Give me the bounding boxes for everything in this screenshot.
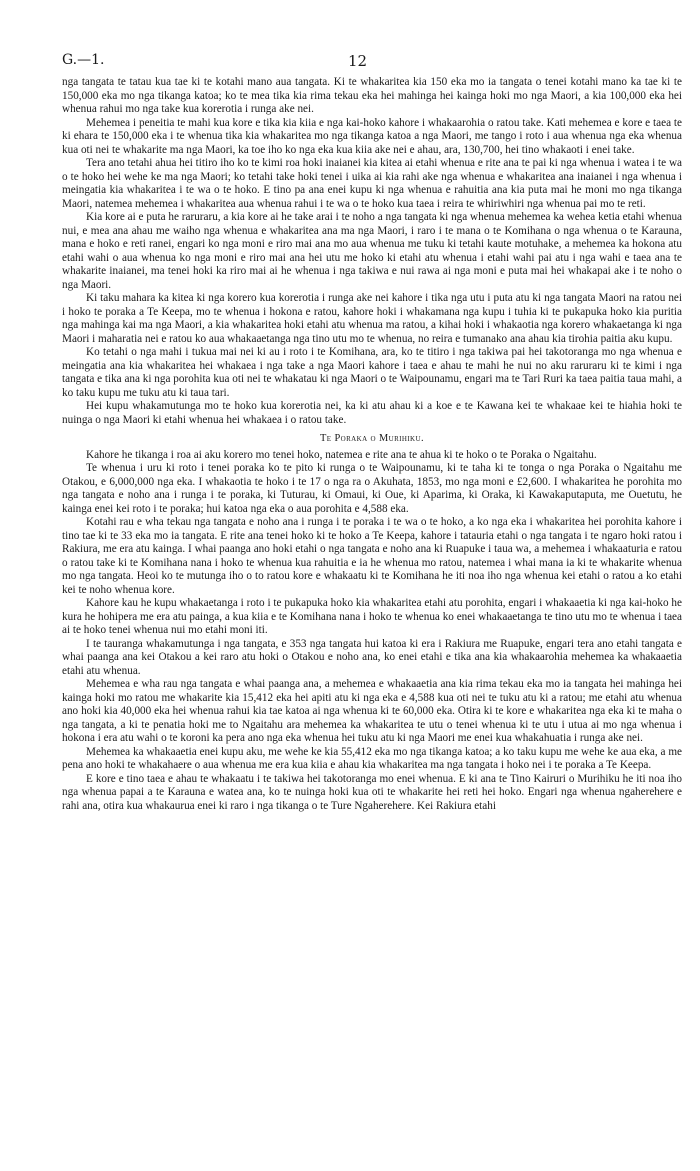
- page-header: [62, 52, 680, 72]
- paragraph: Ki taku mahara ka kitea ki nga korero kua korerotia i runga ake nei kahore i tika nga utu i puta atu ki nga tangata Maori na ratou nei i hoko te poraka a Te Keepa, mo te whenua i hokona e ratou, kahore hoki i whakamana nga kupu i tuhia ki te pukapuka hoko kia puritia nga mahinga kai ma nga Maori, a kia whakaritea hoki etahi atu whenua ma ratou, a kihai hoki i whakaotia nga korero whakaetanga ki nga Maori i maharatia nei e ratou ko aua whakaaetanga nga tino utu mo te whenua, no reira e tumanako ana ahau kia tirohia paitia aku kupu.: [62, 292, 682, 345]
- paragraph: Tera ano tetahi ahua hei titiro iho ko te kimi roa hoki inaianei kia kitea ai etahi whenua e rite ana te pai ki nga whenua i watea i te wa o te hoko hei wehe ke ma nga Maori; ko tetahi take hoki tenei i uika ai kia rahi ake nga whenua e whakaritea ana inaianei i nga whenua i meingatia kia whakaritea i te wa o te hoko. E tino pa ana enei kupu ki nga whenua e rahuitia ana kia puta mai he moni mo nga tikanga Maori, natemea mehemea i whakaritea aua whenua rahui i te wa o te hoko kua taea i reira te whiriwhiri nga whenua pai mo te reti.: [62, 157, 682, 210]
- section-heading: Te Poraka o Murihiku.: [320, 433, 424, 444]
- document-reference: G.—1.: [62, 52, 105, 68]
- paragraph: I te tauranga whakamutunga i nga tangata, e 353 nga tangata hui katoa ki era i Rakiura me Ruapuke, engari tera ano etahi tangata e whai paanga ana kei Otakou a kei raro atu hoki o Otakou e noho ana, ko enei etahi e tika ana kia whakaarohia mehemea ka whakaaetia etahi atu whenua.: [62, 637, 682, 677]
- paragraph: Mehemea i peneitia te mahi kua kore e tika kia kiia e nga kai-hoko kahore i whakaarohia o ratou take. Kati mehemea e kore e taea te ki ehara te 150,000 eka i te whenua tika kia whakaritea mo nga tikanga katoa a nga Maori, me tango i roto i aua whenua nga eka whenua kua oti nei te whakarite ma nga Maori, ka toe iho ko nga eka kua kiia ake nei e ahau, ara, 130,700, hei tino whakaoti i enei take.: [62, 116, 682, 156]
- paragraph: Ko tetahi o nga mahi i tukua mai nei ki au i roto i te Komihana, ara, ko te titiro i nga takiwa pai hei takotoranga mo nga whenua e meingatia ana kia whakaritea hei whakaea i nga take a nga Maori kahore i taea e ahau te mahi he nui no aku raruraru ki te kimi i nga tangata e tika ana ki nga porohita kua oti nei te whakatau ki nga Maori o te Waipounamu, engari ma te Tari Ruri ka taea paitia taua mahi, a ko taku kupu me tuku atu ki taua tari.: [62, 346, 682, 399]
- paragraph: Kotahi rau e wha tekau nga tangata e noho ana i runga i te poraka i te wa o te hoko, a ko nga eka i whakaritea hei porohita kahore i tino tae ki te 33 eka mo ia tangata. E rite ana tenei hoko ki te hoko a Te Keepa, kahore i tatauria etahi o nga tangata i te ngaro hoki ratou i Rakiura, me era atu kainga. I whai paanga ano hoki etahi o nga tangata e noho ana ki Ruapuke i taua wa, a mehemea i whakaaturia e ratou o ratou take ki te Komihana nana i hoko te whenua kua rahuitia e ia he whenua mo ratou, natemea i whai mana ia ki te whakarite whenua mo nga tangata. Heoi ko te mutunga iho o to ratou kore e whakaatu ki te Komihana he iti noa iho nga whenua kei etahi o ratou a ko etahi kei te noho whenua kore.: [62, 516, 682, 596]
- paragraph: Hei kupu whakamutunga mo te hoko kua korerotia nei, ka ki atu ahau ki a koe e te Kawana kei te whakaae kei te hiahia hoki te nuinga o nga Maori ki etahi whenua hei whakaea i o ratou take.: [62, 400, 682, 426]
- paragraph: Kahore he tikanga i roa ai aku korero mo tenei hoko, natemea e rite ana te ahua ki te hoko o te Poraka o Ngaitahu.: [86, 448, 597, 461]
- paragraph: Mehemea ka whakaaetia enei kupu aku, me wehe ke kia 55,412 eka mo nga tikanga katoa; a ko taku kupu me wehe ke aua eka, a me pena ano hoki te whakahaere o aua whenua me era kua kiia e ahau kia whakaritea ma nga tangata i hoko nei i te poraka a Te Keepa.: [62, 745, 682, 771]
- paragraph: Kia kore ai e puta he raruraru, a kia kore ai he take arai i te noho a nga tangata ki nga whenua mehemea ka wehea ketia etahi whenua nui, e mea ana ahau me waiho nga whenua e whakaritea ana ma nga Maori, i raro i te mana o te Komihana o nga whenua o te Karauna, mana e hoko e reti ranei, engari ko nga moni e riro mai ana mo aua whenua me tuku ki tetahi kaute motuhake, a mehemea ka hokona atu etahi wahi o aua whenua ko nga moni e riro mai ana hei utu me hoko ki etahi atu whenua i etahi wahi pai atu i nga wahi e taea ana te whakarite inaianei, ma tenei hoki ka riro mai ai he whenua i nga takiwa e nui rawa ai nga moni e puta mai hei whakapai ake i te noho o nga Maori.: [62, 211, 682, 291]
- paragraph: nga tangata te tatau kua tae ki te kotahi mano aua tangata. Ki te whakaritea kia 150 eka mo ia tangata o tenei kotahi mano ka tae ki te 150,000 eka mo nga tikanga katoa; ko te mea tika kia rima tekau eka hei mahinga hei kainga hoki mo nga Maori, a kia 100,000 eka hei whenua rahui mo nga take kua korerotia i runga ake nei.: [62, 76, 682, 115]
- paragraph: Te whenua i uru ki roto i tenei poraka ko te pito ki runga o te Waipounamu, ki te taha ki te tonga o nga Poraka o Ngaitahu me Otakou, e 6,000,000 nga eka. I whakaotia te hoko i te 17 o nga ra o Akuhata, 1853, mo nga moni e £2,600. I whakaritea he porohita mo nga tangata e noho ana i runga i te poraka, ki Tuturau, ki Omaui, ki Oue, ki Aparima, ki Oraka, ki Kawakaputaputa, me Ouetutu, he kainga enei kei roto i te poraka; hui katoa nga eka o aua porohita e 4,588 eka.: [62, 462, 682, 515]
- page-number: 12: [348, 52, 368, 70]
- paragraph: Kahore kau he kupu whakaetanga i roto i te pukapuka hoko kia whakaritea etahi atu porohita, engari i whakaaetia ki nga kai-hoko he kura he hohipera me era atu painga, a kua kiia e te Komihana nana i hoko te whenua ko enei whakaaetanga te tino utu mo te whenua i taea ai te hoko tenei whenua nui mo etahi moni iti.: [62, 597, 682, 636]
- paragraph: Mehemea e wha rau nga tangata e whai paanga ana, a mehemea e whakaaetia ana kia rima tekau eka mo ia tangata hei mahinga hei kainga hoki mo ratou me whakarite kia 15,412 eka hei apiti atu ki nga eka e 4,588 kua oti nei te tuku atu ki a ratou; me etahi atu whenua ano hoki kia 40,000 eka hei whenua rahui kia tae katoa ai nga whenua ki te 60,000 eka. Otira ki te kore e whakaritea nga eka ki te maha o nga tangata, a ki te penatia hoki me to Ngaitahu ara mehemea ka whakaritea te utu o tenei whenua ki te utu i utua ai mo nga whenua i hokona i era atu wahi o te koroni ka pera ano nga eka whenua hei tuku atu ki nga Maori me enei kua whakahuatia i runga ake nei.: [62, 678, 682, 744]
- document-body: [62, 76, 682, 813]
- paragraph: E kore e tino taea e ahau te whakaatu i te takiwa hei takotoranga mo enei whenua. E ki ana te Tino Kairuri o Murihiku he iti noa iho nga whenua papai a te Karauna e watea ana, ko te nuinga hoki kua oti te whakarite hei reti hei hoko. Engari nga whenua ngaherehere e rahi ana, otira kua whakaurua enei ki raro i nga tikanga o te Ture Ngaherehere. Kei Rakiura etahi: [62, 772, 682, 812]
